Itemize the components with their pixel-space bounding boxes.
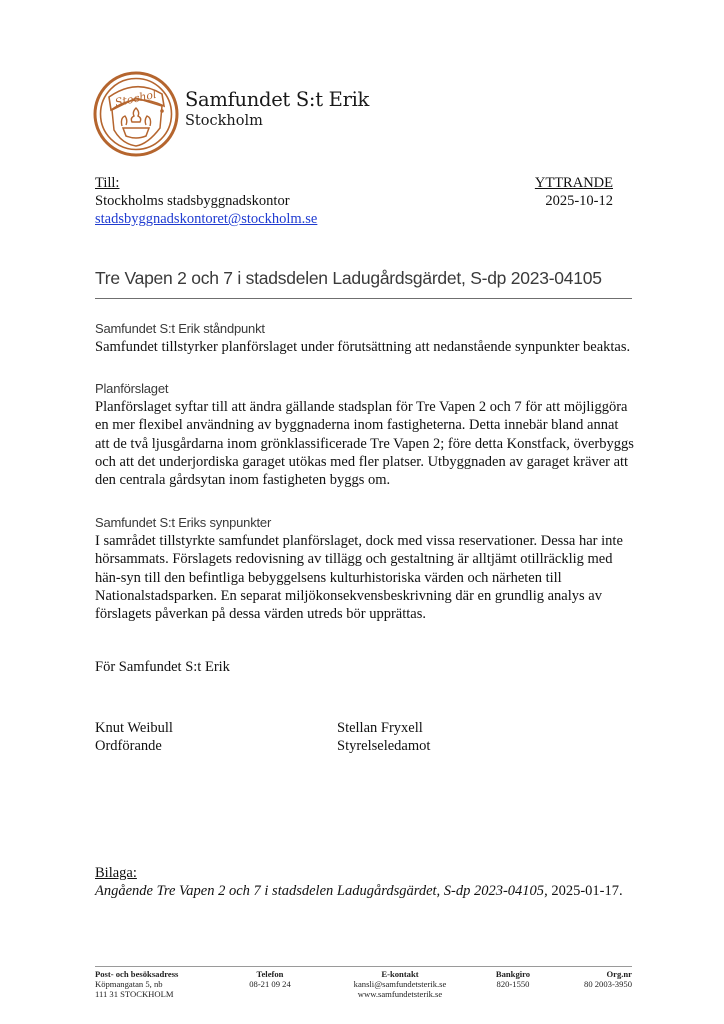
- footer-phone: [230, 969, 310, 989]
- signatory-name: Knut Weibull: [95, 720, 173, 736]
- attachment-label: Bilaga:: [95, 865, 137, 881]
- footer-heading: E-kontakt: [381, 969, 419, 979]
- addressee-recipient: Stockholms stadsbyggnadskontor: [95, 193, 290, 209]
- footer-orgnr: [584, 969, 632, 989]
- organization-logo: [92, 70, 180, 158]
- signatory-role: Styrelseledamot: [337, 738, 431, 754]
- section-body: Planförslaget syftar till att ändra gällande stadsplan för Tre Vapen 2 och 7 för att möjliggöra en mer flexibel användning av byggnaderna inom fastigheterna. Detta innebär bland annat att de två ljusgårdarna inom grönklassificerade Tre Vapen 2; före detta Konstfack, överbyggs och att det underjordiska garaget utökas med fler platser. Utbyggnaden av garaget kräver att den centrala gårdsytan inom fastigheten byggs om.: [95, 399, 634, 489]
- addressee-email-link[interactable]: stadsbyggnadskontoret@stockholm.se: [95, 211, 318, 227]
- document-date: 2025-10-12: [545, 193, 613, 209]
- section-heading: Samfundet S:t Erik ståndpunkt: [95, 321, 265, 336]
- section-heading: Samfundet S:t Eriks synpunkter: [95, 515, 272, 530]
- footer-website: www.samfundetsterik.se: [357, 989, 443, 999]
- footer-heading: Telefon: [256, 969, 284, 979]
- section-plan-proposal: [95, 380, 635, 489]
- attachment-date: , 2025-01-17.: [544, 883, 623, 899]
- title-divider: [95, 298, 632, 299]
- section-viewpoints: [95, 514, 635, 623]
- footer-value: 820-1550: [496, 979, 530, 989]
- footer-divider: [95, 966, 632, 967]
- footer-heading: Post- och besöksadress: [95, 969, 179, 979]
- document-type: YTTRANDE: [534, 175, 613, 191]
- signatory-name: Stellan Fryxell: [337, 720, 423, 736]
- footer-heading: Org.nr: [606, 969, 632, 979]
- organization-city: Stockholm: [185, 113, 263, 129]
- signatory-role: Ordförande: [95, 738, 162, 754]
- footer-contact: [330, 969, 470, 999]
- footer-heading: Bankgiro: [495, 969, 531, 979]
- attachment-reference: [95, 883, 623, 900]
- organization-name: Samfundet S:t Erik: [185, 88, 370, 111]
- section-standpoint: [95, 320, 635, 356]
- footer-value: 08-21 09 24: [249, 979, 291, 989]
- footer-value: 111 31 STOCKHOLM: [95, 989, 174, 999]
- addressee-label: Till:: [95, 175, 120, 191]
- stockholm-seal-icon: [92, 70, 180, 158]
- footer-value: Köpmangatan 5, nb: [95, 979, 163, 989]
- footer-bankgiro: [478, 969, 548, 989]
- footer-email: kansli@samfundetsterik.se: [353, 979, 447, 989]
- closing-line: För Samfundet S:t Erik: [95, 659, 230, 675]
- svg-text:Stochol: Stochol: [113, 87, 158, 110]
- attachment-title: Angående Tre Vapen 2 och 7 i stadsdelen Ladugårdsgärdet, S-dp 2023-04105: [95, 883, 545, 899]
- document-title: Tre Vapen 2 och 7 i stadsdelen Ladugårdsgärdet, S-dp 2023-04105: [95, 268, 602, 288]
- section-body: Samfundet tillstyrker planförslaget under förutsättning att nedanstående synpunkter beaktas.: [95, 339, 631, 355]
- section-body: I samrådet tillstyrkte samfundet planförslaget, dock med vissa reservationer. Dessa har inte hörsammats. Förslagets redovisning av tillägg och gestaltning är alltjämt otillräcklig med hän-syn till den befintliga bebyggelsens kulturhistoriska värden och närheten till Nationalstadsparken. En separat miljökonsekvensbeskrivning där en grundlig analys av förslagets påverkan på dessa värden utreds bör upprättas.: [95, 533, 623, 623]
- footer-value: 80 2003-3950: [584, 979, 632, 989]
- section-heading: Planförslaget: [95, 381, 169, 396]
- footer-address: [95, 969, 178, 999]
